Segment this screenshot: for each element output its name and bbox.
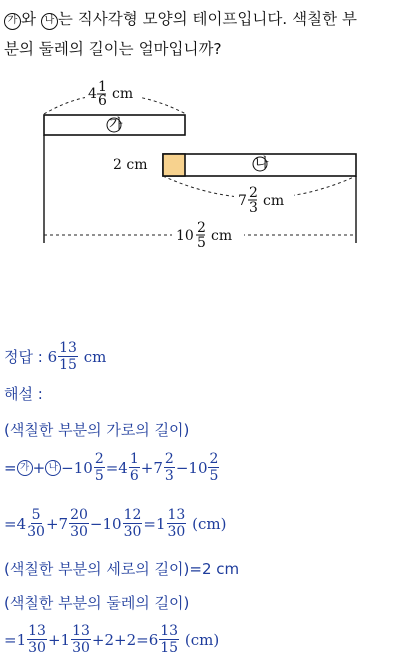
- s3-c: −10: [89, 514, 122, 533]
- tape-a-label: 가: [109, 117, 123, 133]
- s3-frac2: [69, 507, 89, 540]
- s3-frac1: [27, 507, 45, 540]
- s3-frac4: [167, 507, 187, 540]
- s3-frac3: [123, 507, 143, 540]
- s2-p2: +7: [140, 458, 163, 477]
- b-length-num: 2: [249, 185, 258, 201]
- s3-d: =1: [143, 514, 166, 533]
- solution-label: 해설 :: [4, 385, 43, 403]
- s2-f4d: 5: [209, 468, 219, 484]
- answer-den: 15: [59, 357, 77, 373]
- s2-f2n: 1: [129, 451, 139, 467]
- s6-f3d: 15: [160, 640, 179, 656]
- s3-f2d: 30: [70, 524, 88, 540]
- solution-line3: [4, 507, 396, 540]
- total-length-num: 2: [197, 220, 206, 236]
- s6-f1n: 13: [28, 623, 46, 639]
- top-length-unit: cm: [112, 86, 134, 102]
- s3-f3n: 12: [123, 507, 142, 523]
- height-label: 2 cm: [113, 157, 148, 173]
- tape-diagram: [0, 60, 400, 250]
- s3-a: =4: [4, 514, 27, 533]
- s6-unit: (cm): [184, 630, 220, 649]
- solution-line2: [4, 451, 396, 484]
- tape-b-label: 나: [255, 156, 269, 172]
- s2-tape-a: 가: [17, 460, 33, 476]
- top-length-den: 6: [98, 93, 107, 109]
- question-text: [4, 4, 396, 64]
- s3-f4n: 13: [167, 507, 186, 523]
- total-length-den: 5: [197, 235, 206, 250]
- s6-f2d: 30: [72, 640, 90, 656]
- s6-b: +1: [47, 630, 71, 649]
- s2-frac4: [208, 451, 219, 484]
- s3-f1n: 5: [31, 507, 41, 523]
- s2-minus: −10: [61, 458, 93, 477]
- question-line2: 분의 둘레의 길이는 얼마입니까?: [4, 40, 222, 58]
- question-connector: 와: [21, 10, 41, 28]
- s6-frac2: [71, 623, 91, 656]
- b-length-whole: 7: [238, 193, 247, 209]
- answer-whole: 6: [47, 347, 58, 366]
- tape-b-symbol: 나: [41, 13, 58, 30]
- s3-b: +7: [45, 514, 69, 533]
- shaded-part: [163, 154, 185, 176]
- b-length-den: 3: [249, 200, 258, 216]
- answer-unit: cm: [83, 347, 107, 366]
- answer-line: [4, 340, 396, 373]
- s3-f4d: 30: [167, 524, 186, 540]
- answer-num: 13: [59, 340, 77, 356]
- s2-f2d: 6: [129, 468, 139, 484]
- s2-f4n: 2: [209, 451, 219, 467]
- s2-eq: =: [4, 458, 17, 477]
- s6-frac1: [27, 623, 47, 656]
- s2-tape-b: 나: [45, 460, 61, 476]
- s2-f3n: 2: [164, 451, 174, 467]
- top-length-num: 1: [98, 79, 107, 95]
- s6-f1d: 30: [28, 640, 46, 656]
- b-length-unit: cm: [263, 193, 285, 209]
- tape-a-symbol: 가: [4, 13, 21, 30]
- solution-line1: (색칠한 부분의 가로의 길이): [4, 421, 190, 439]
- question-line1: 는 직사각형 모양의 테이프입니다. 색칠한 부: [57, 10, 357, 28]
- s2-f1d: 5: [94, 468, 104, 484]
- s6-f2n: 13: [72, 623, 90, 639]
- s6-f3n: 13: [160, 623, 179, 639]
- total-length-unit: cm: [211, 228, 233, 244]
- s2-frac3: [164, 451, 175, 484]
- answer-frac: [58, 340, 78, 373]
- s3-unit: (cm): [192, 514, 227, 533]
- s3-f1d: 30: [27, 524, 45, 540]
- s2-m2: −10: [175, 458, 208, 477]
- solution-line4: (색칠한 부분의 세로의 길이)=2 cm: [4, 560, 240, 578]
- s2-plus: +: [32, 458, 46, 477]
- s2-frac1: [94, 451, 105, 484]
- total-length-whole: 10: [176, 228, 194, 244]
- solution-line6: [4, 623, 396, 656]
- s3-f3d: 30: [123, 524, 142, 540]
- solution-line5: (색칠한 부분의 둘레의 길이): [4, 594, 190, 612]
- s6-frac3: [159, 623, 179, 656]
- top-length-whole: 4: [88, 86, 97, 102]
- s6-c: +2+2=6: [91, 630, 159, 649]
- s2-eq2: =4: [105, 458, 128, 477]
- s6-a: =1: [4, 630, 27, 649]
- s2-f3d: 3: [164, 468, 174, 484]
- s3-f2n: 20: [70, 507, 88, 523]
- s2-frac2: [129, 451, 140, 484]
- answer-label: 정답 :: [4, 348, 43, 366]
- s2-f1n: 2: [94, 451, 104, 467]
